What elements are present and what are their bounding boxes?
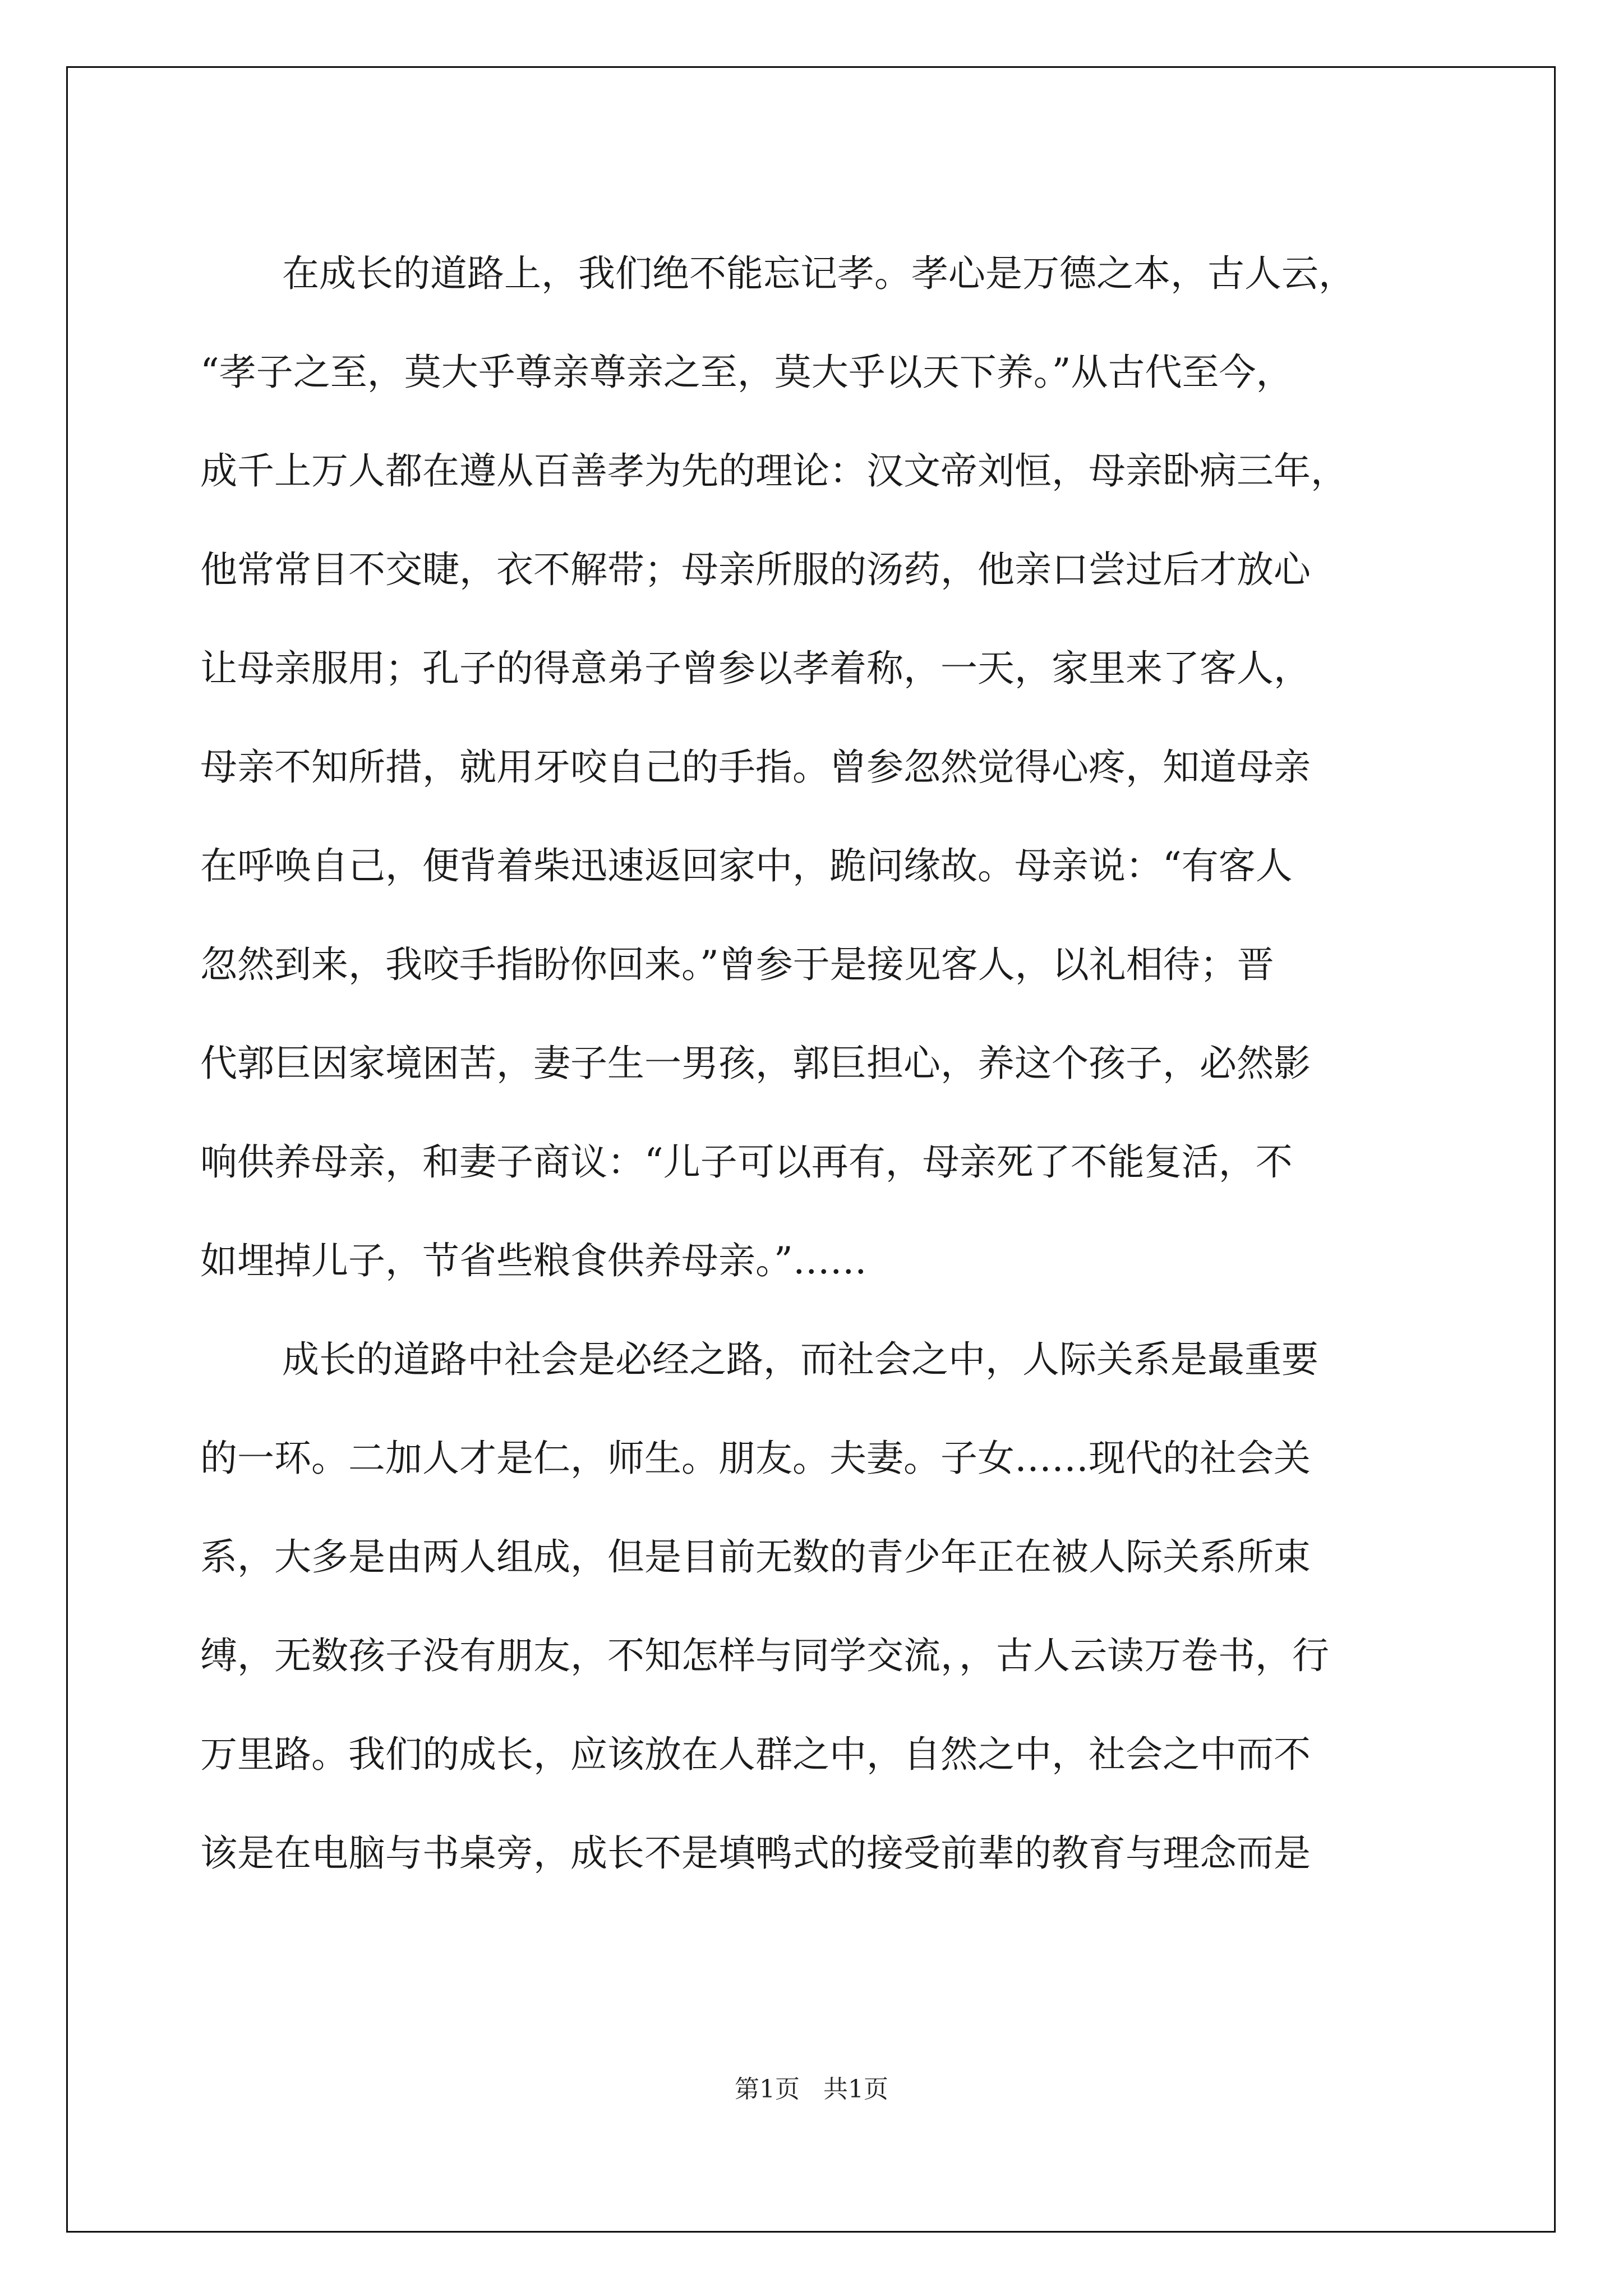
page-footer bbox=[0, 2073, 1623, 2106]
paragraph-1-line-8: 忽然到来，我咬手指盼你回来。”曾参于是接见客人，以礼相待；晋 bbox=[200, 943, 1274, 986]
paragraph-2-line-1: 成长的道路中社会是必经之路，而社会之中，人际关系是最重要 bbox=[282, 1338, 1318, 1381]
paragraph-1-line-5: 让母亲服用；孔子的得意弟子曾参以孝着称，一天，家里来了客人， bbox=[200, 647, 1311, 690]
paragraph-1-line-10: 响供养母亲，和妻子商议：“儿子可以再有，母亲死了不能复活，不 bbox=[200, 1140, 1293, 1184]
paragraph-2-line-3: 系，大多是由两人组成，但是目前无数的青少年正在被人际关系所束 bbox=[200, 1535, 1311, 1579]
paragraph-1-line-11: 如埋掉儿子，节省些粮食供养母亲。”…… bbox=[200, 1239, 867, 1282]
paragraph-1-line-3: 成千上万人都在遵从百善孝为先的理论：汉文帝刘恒，母亲卧病三年， bbox=[200, 449, 1348, 493]
paragraph-2-line-2: 的一环。二加人才是仁，师生。朋友。夫妻。子女……现代的社会关 bbox=[200, 1437, 1311, 1480]
paragraph-2-line-6: 该是在电脑与书桌旁，成长不是填鸭式的接受前辈的教育与理念而是 bbox=[200, 1832, 1311, 1875]
document-body bbox=[200, 224, 1423, 1903]
paragraph-1-line-7: 在呼唤自己，便背着柴迅速返回家中，跪问缘故。母亲说：“有客人 bbox=[200, 844, 1293, 887]
paragraph-1-line-1: 在成长的道路上，我们绝不能忘记孝。孝心是万德之本，古人云， bbox=[282, 252, 1355, 295]
paragraph-1-line-4: 他常常目不交睫，衣不解带；母亲所服的汤药，他亲口尝过后才放心 bbox=[200, 548, 1311, 591]
paragraph-1-line-2: “孝子之至，莫大乎尊亲尊亲之至，莫大乎以天下养。”从古代至今， bbox=[200, 351, 1293, 394]
paragraph-1-line-9: 代郭巨因家境困苦，妻子生一男孩，郭巨担心，养这个孩子，必然影 bbox=[200, 1042, 1311, 1085]
paragraph-1-line-6: 母亲不知所措，就用牙咬自己的手指。曾参忽然觉得心疼，知道母亲 bbox=[200, 746, 1311, 789]
paragraph-2-line-4: 缚，无数孩子没有朋友，不知怎样与同学交流，，古人云读万卷书，行 bbox=[200, 1634, 1329, 1677]
paragraph-2-line-5: 万里路。我们的成长，应该放在人群之中，自然之中，社会之中而不 bbox=[200, 1733, 1311, 1776]
page-number-label: 第1页 共1页 bbox=[735, 2075, 888, 2104]
